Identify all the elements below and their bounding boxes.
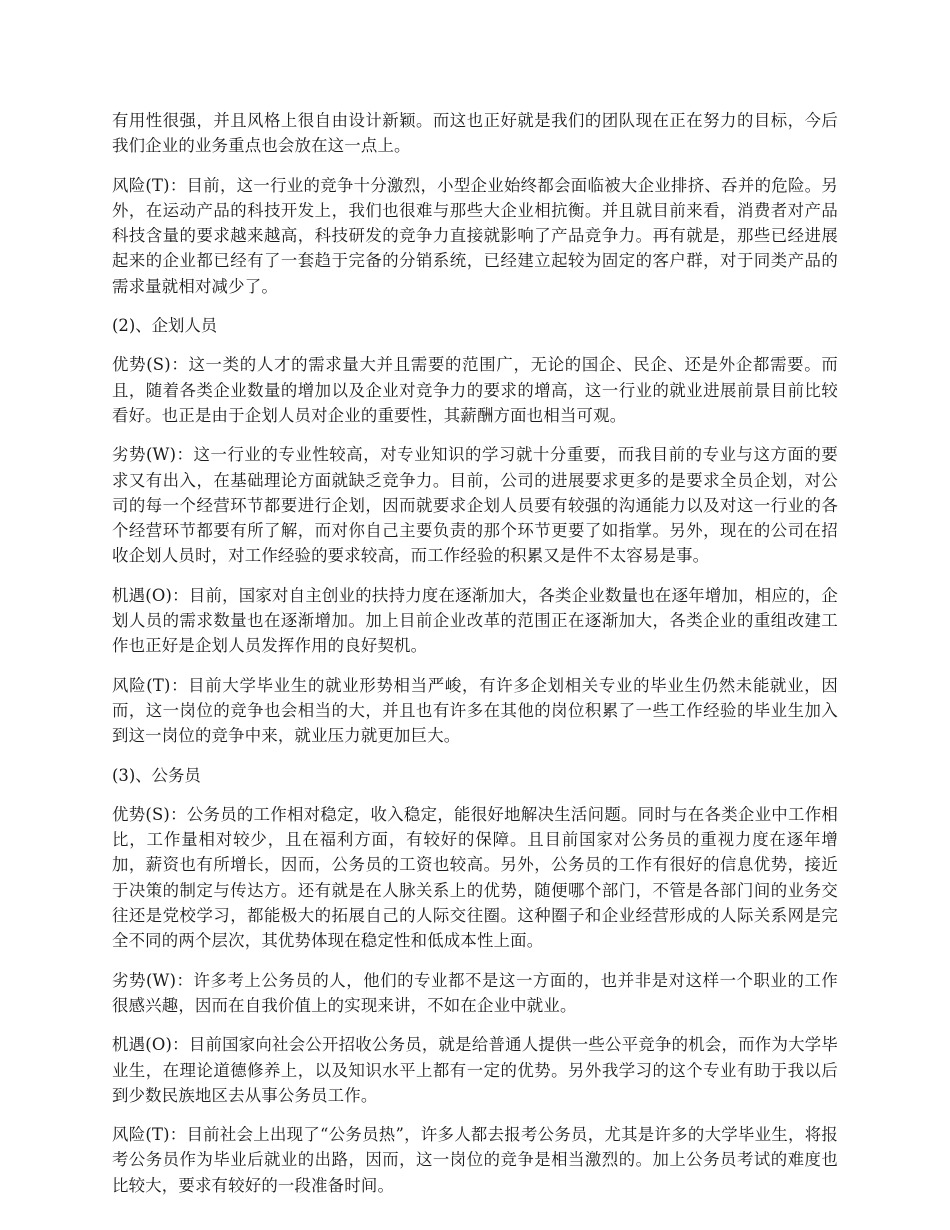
paragraph: 有用性很强，并且风格上很自由设计新颖。而这也正好就是我们的团队现在正在努力的目标，今后我们企业的业务重点也会放在这一点上。 [112,111,838,156]
paragraph: 风险(T)：目前大学毕业生的就业形势相当严峻，有许多企划相关专业的毕业生仍然未能就业，因而，这一岗位的竞争也会相当的大，并且也有许多在其他的岗位积累了一些工作经验的毕业生加入到这一岗位的竞争中来，就业压力就更加巨大。 [112,675,838,746]
paragraph: 优势(S)：这一类的人才的需求量大并且需要的范围广，无论的国企、民企、还是外企都需要。而且，随着各类企业数量的增加以及企业对竞争力的要求的增高，这一行业的就业进展前景目前比较看好。也正是由于企划人员对企业的重要性，其薪酬方面也相当可观。 [112,355,838,425]
section-heading: (2)、企划人员 [112,316,218,336]
section-heading: (3)、公务员 [112,765,201,785]
paragraph: 劣势(W)：这一行业的专业性较高，对专业知识的学习就十分重要，而我目前的专业与这方面的要求又有出入，在基础理论方面就缺乏竞争力。目前，公司的进展要求更多的是要求全员企划，对公司的每一个经营环节都要进行企划，因而就要求企划人员要有较强的沟通能力以及对这一行业的各个经营环节都要有所了解，而对你自己主要负责的那个环节更要了如指掌。另外，现在的公司在招收企划人员时，对工作经验的要求较高，而工作经验的积累又是件不太容易是事。 [112,445,838,566]
paragraph: 风险(T)：目前，这一行业的竞争十分激烈，小型企业始终都会面临被大企业排挤、吞并的危险。另外，在运动产品的科技开发上，我们也很难与那些大企业相抗衡。并且就目前来看，消费者对产品科技含量的要求越来越高，科技研发的竞争力直接就影响了产品竞争力。再有就是，那些已经进展起来的企业都已经有了一套趋于完备的分销系统，已经建立起较为固定的客户群，对于同类产品的需求量就相对减少了。 [112,175,838,296]
paragraph: 机遇(O)：目前，国家对自主创业的扶持力度在逐渐加大，各类企业数量也在逐年增加，相应的，企划人员的需求数量也在逐渐增加。加上目前企业改革的范围正在逐渐加大，各类企业的重组改建工作也正好是企划人员发挥作用的良好契机。 [112,585,838,656]
paragraph: 机遇(O)：目前国家向社会公开招收公务员，就是给普通人提供一些公平竞争的机会，而作为大学毕业生，在理论道德修养上，以及知识水平上都有一定的优势。另外我学习的这个专业有助于我以后到少数民族地区去从事公务员工作。 [112,1035,838,1105]
paragraph: 优势(S)：公务员的工作相对稳定，收入稳定，能很好地解决生活问题。同时与在各类企业中工作相比，工作量相对较少，且在福利方面，有较好的保障。且目前国家对公务员的重视力度在逐年增加，薪资也有所增长，因而，公务员的工资也较高。另外，公务员的工作有很好的信息优势，接近于决策的制定与传达方。还有就是在人脉关系上的优势，随便哪个部门，不管是各部门间的业务交往还是党校学习，都能极大的拓展自己的人际交往圈。这种圈子和企业经营形成的人际关系网是完全不同的两个层次，其优势体现在稳定性和低成本性上面。 [112,804,838,951]
paragraph: 风险(T)：目前社会上出现了“公务员热”，许多人都去报考公务员，尤其是许多的大学毕业生，将报考公务员作为毕业后就业的出路，因而，这一岗位的竞争是相当激烈的。加上公务员考试的难度也比较大，要求有较好的一段准备时间。 [112,1125,838,1195]
paragraph: 劣势(W)：许多考上公务员的人，他们的专业都不是这一方面的，也并非是对这样一个职业的工作很感兴趣，因而在自我价值上的实现来讲，不如在企业中就业。 [112,970,838,1015]
